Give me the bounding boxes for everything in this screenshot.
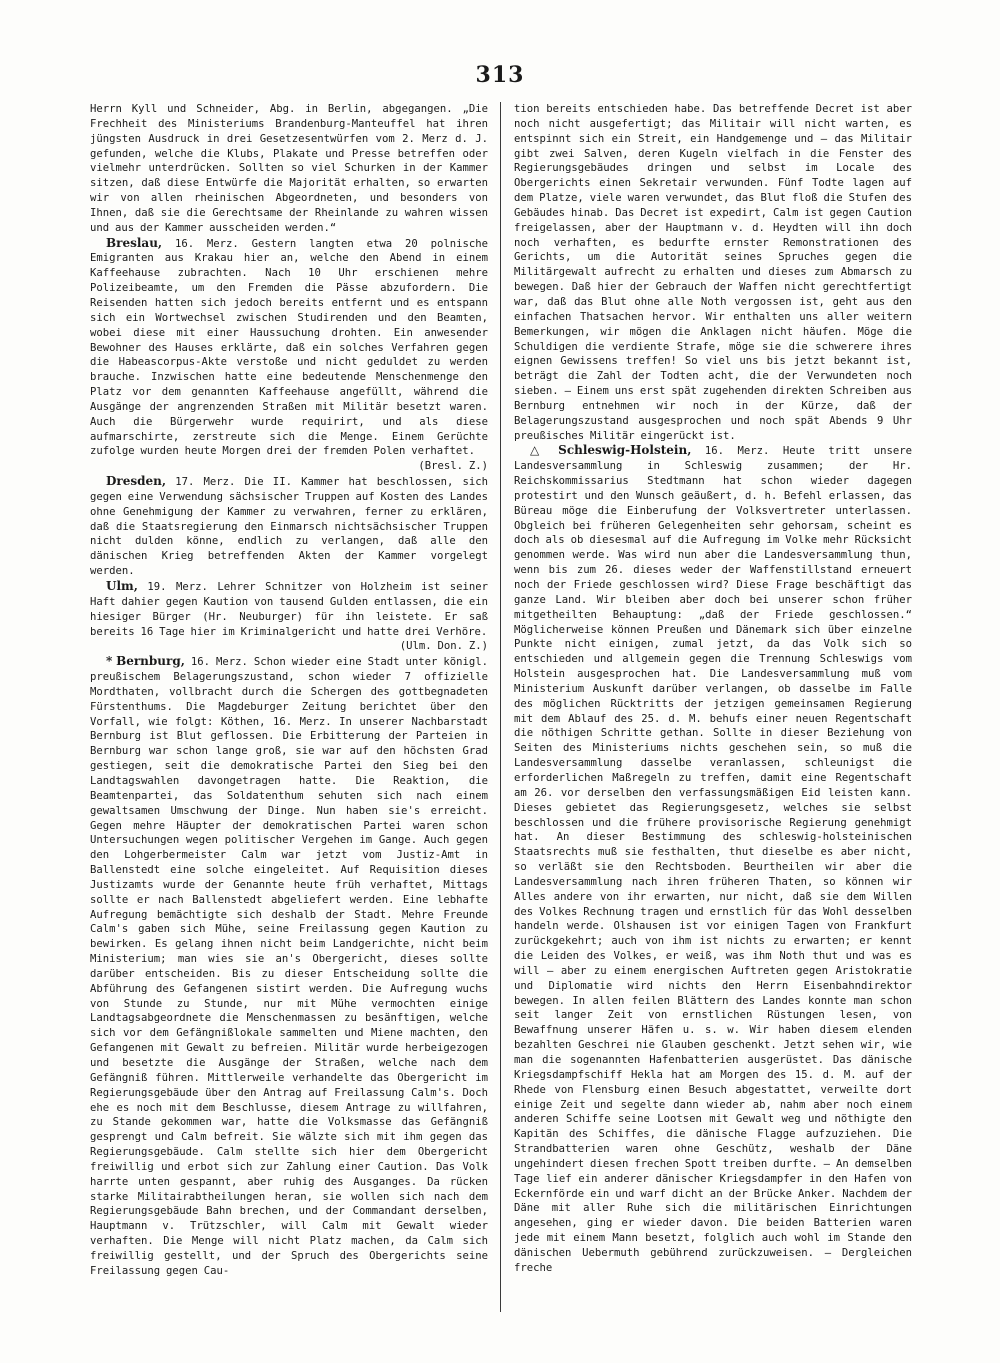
article-dateline: Dresden, xyxy=(106,474,167,489)
article-text: 16. Merz. Heute tritt unsere Landesversammlung in Schleswig zusammen; der Hr. Reichskommissarius Stedtmann hat schon wieder dagegen protestirt und den Wunsch geäußert, d. h. Befehl erlassen, das Büreau möge die Einberufung der Volksvertreter unterlassen. Obgleich bei früheren Gelegenheiten sehr gehorsam, scheint es doch als ob diesesmal auf die Aufregung im Volke mehr Rücksicht genommen werde. Was wird nun aber die Landesversammlung thun, wenn bis zum 26. dieses weder der Waffenstillstand erneuert noch der Friede geschlossen wird? Diese Frage beschäftigt das ganze Land. Wir bleiben aber doch bei unserer schon früher mitgetheilten Behauptung: „daß der Friede geschlossen.“ Möglicherweise können Preußen und Dänemark sich über einzelne Punkte nicht einigen, zumal jetzt, da das Volk sich so entschieden und allgemein gegen die Trennung Schleswigs vom Holstein ausgesprochen hat. Die Landesversammlung muß vom Ministerium Auskunft darüber verlangen, ob dasselbe im Falle des möglichen Rücktritts der jetzigen gemeinsamen Regierung mit dem Ablauf des 25. d. M. behufs einer neuen Regentschaft die nöthigen Schritte gethan. Sollte in dieser Beziehung von Seiten des Ministeriums nichts geschehen sein, so muß die Landesversammlung dasselbe veranlassen, schleunigst die erforderlichen Maßregeln zu treffen, damit eine Regentschaft am 26. vor derselben den verfassungsmäßigen Eid leisten kann. Dieses gebietet das Regierungsgesetz, welches sie selbst beschlossen und die frühere provisorische Regierung genehmigt hat. An dieser Bestimmung des schleswig-holsteinischen Staatsrechts muß sie festhalten, thut dieselbe es aber nicht, so verläßt sie den Rechtsboden. Beurtheilen wir aber die Landesversammlung nach ihren früheren Thaten, so können wir Alles andere von ihr erwarten, nur nicht, daß sie dem Willen des Volkes Rechnung tragen und ernstlich für das Wohl desselben handeln werde. Olshausen ist vor einigen Tagen von Frankfurt zurückgekehrt; auch von ihm ist nichts zu erwarten; er kennt die Leiden des Volkes, er weiß, was ihm Noth thut und was es will — aber zu einem energischen Auftreten gegen Aristokratie und Diplomatie wird nichts den Herrn Eisenbahndirektor bewegen. In allen feilen Blättern des Landes konnte man schon seit langer Zeit von ernstlichen Rüstungen lesen, von Bewaffnung unserer Häfen u. s. w. Wir haben diesem elenden bezahlten Geschrei nie Glauben geschenkt. Jetzt sehen wir, wie man die sogenannten Hafenbatterien ausgerüstet. Das dänische Kriegsdampfschiff Hekla hat am Morgen des 15. d. M. auf der Rhede von Flensburg einen Besuch abgestattet, verweilte dort einige Zeit und segelte dann wieder ab, nahm aber noch einem anderen Schiffe seine Lootsen mit Gewalt weg und nöthigte den Kapitän des Schiffes, die dänische Flagge aufzuziehen. Die Strandbatterien waren ohne Geschütz, weshalb der Däne ungehindert diesen frechen Spott treiben durfte. — An demselben Tage lief ein anderer dänischer Kriegsdampfer in den Hafen von Eckernförde ein und warf dicht an der Brücke Anker. Nachdem der Däne mit aller Ruhe sich die militärischen Einrichtungen angesehen, ging er wieder davon. Die beiden Batterien waren jede mit einem Mann besetzt, folglich auch wohl im Stande den dänischen Uebermuth gebührend zurückzuweisen. — Dergleichen freche xyxy=(514,445,912,1274)
left-column xyxy=(90,102,488,1312)
article-source: (Ulm. Don. Z.) xyxy=(399,640,488,653)
article-paragraph xyxy=(90,579,488,654)
article-continuation xyxy=(90,102,488,236)
article-paragraph xyxy=(90,654,488,1278)
right-column xyxy=(514,102,912,1312)
page-number: 313 xyxy=(475,62,525,88)
article-text: Herrn Kyll und Schneider, Abg. in Berlin, abgegangen. „Die Frechheit des Ministeriums Brandenburg-Manteuffel hat ihren jüngsten Ausdruck in drei Gesetzesentwürfen vom 2. Merz d. J. gefunden, welche die Klubs, Plakate und Presse betreffen oder vielmehr unterdrücken. Sollten so viel Schurken in der Kammer sitzen, daß diese Entwürfe die Majorität erhalten, so erwarten wir von allen rheinischen Abgeordneten, und besonders von Ihnen, daß sie die Gerechtsame der Rheinlande zu wahren wissen und aus der Kammer ausscheiden werden.“ xyxy=(90,103,488,234)
article-continuation xyxy=(514,102,912,443)
article-text: 19. Merz. Lehrer Schnitzer von Holzheim ist seiner Haft dahier gegen Kaution von tausend Gulden entlassen, die ein hiesiger Bürger (Hr. Neuburger) für ihn leistete. Er saß bereits 16 Tage hier im Kriminalgericht und hatte drei Verhöre. xyxy=(90,581,488,638)
article-paragraph xyxy=(90,474,488,579)
article-text: 16. Merz. Gestern langten etwa 20 polnische Emigranten aus Krakau hier an, welche den Abend in einem Kaffeehause zubrachten. Nach 10 Uhr erschienen mehre Polizeibeamte, um den Fremden die Pässe abzufordern. Die Reisenden hatten sich jedoch bereits entfernt und es entspann sich ein Wortwechsel zwischen Studirenden und den Beamten, wobei diese mit einer Haussuchung drohten. Ein anwesender Bewohner des Hauses erklärte, daß ein solches Verfahren gegen die Habeascorpus-Akte verstoße und nicht geduldet zu werden brauche. Inzwischen hatte eine bedeutende Menschenmenge den Platz vor dem genannten Kaffeehause angefüllt, während die Ausgänge der angrenzenden Straßen mit Militär besetzt waren. Auch die Bürgerwehr wurde requirirt, und als diese aufmarschirte, zerstreute sich die Menge. Einem Gerüchte zufolge wurden heute Morgen drei der fremden Polen verhaftet. xyxy=(90,237,488,458)
article-text: tion bereits entschieden habe. Das betreffende Decret ist aber noch nicht ausgefertigt; das Militair will nicht warten, es entspinnt sich ein Streit, ein Handgemenge und — das Militair gibt zwei Salven, deren Kugeln vielfach in die Fenster des Regierungsgebäudes dringen und selbst im Locale des Obergerichts einen Sekretair verwunden. Fünf Todte lagen auf dem Platze, viele waren verwundet, das Blut floß die Stufen des Gebäudes hinab. Das Decret ist expedirt, Calm ist gegen Caution freigelassen, aber der Hauptmann v. d. Heydten will ihn doch noch verhaften, es bedurfte ernster Remonstrationen des Gerichts, um die Autorität seines Spruches gegen die Militärgewalt aufrecht zu erhalten und dieses zum Abmarsch zu bewegen. Daß hier der Gebrauch der Waffen nicht gerechtfertigt war, daß das Blut ohne alle Noth vergossen ist, geht aus den einfachen Thatsachen hervor. Wir enthalten uns aller weitern Bemerkungen, wir mögen die Anklagen nicht häufen. Möge die Schuldigen die verdiente Strafe, möge sie die schwerere ihres eignen Gewissens treffen! So viel uns bis jetzt bekannt ist, beträgt die Zahl der Todten acht, die der Verwundeten noch sieben. — Einem uns erst spät zugehenden direkten Schreiben aus Bernburg entnehmen wir noch in der Kürze, daß der Belagerungszustand ausgesprochen und noch spät Abends 9 Uhr preußisches Militär eingerückt ist. xyxy=(514,103,912,442)
article-text: 17. Merz. Die II. Kammer hat beschlossen, sich gegen eine Verwendung sächsischer Truppen auf Kosten des Landes ohne Genehmigung der Kammer zu verwahren, ferner zu erklären, daß die Staatsregierung den Einmarsch nichtsächsischer Truppen nicht dulden könne, endlich zu verlangen, daß alle den dänischen Krieg betreffenden Akten der Kammer vorgelegt werden. xyxy=(90,476,488,578)
article-dateline: * Bernburg, xyxy=(106,654,185,669)
article-text: 16. Merz. Schon wieder eine Stadt unter königl. preußischem Belagerungszustand, schon wieder 7 offizielle Mordthaten, vollbracht durch die Schergen des gottbegnadeten Fürstenthums. Die Magdeburger Zeitung berichtet über den Vorfall, wie folgt: Köthen, 16. Merz. In unserer Nachbarstadt Bernburg ist Blut geflossen. Die Erbitterung der Parteien in Bernburg war schon lange groß, sie war auf den höchsten Grad gestiegen, seit die demokratische Partei den Sieg bei den Landtagswahlen davongetragen hatte. Die Reaktion, die Beamtenpartei, das Soldatenthum sehuten sich nach einem gewaltsamen Umschwung der Dinge. Nun haben sie's erreicht. Gegen mehre Häupter der demokratischen Partei waren schon Untersuchungen wegen politischer Vergehen im Gange. Auch gegen den Lohgerbermeister Calm war jetzt vom Justiz-Amt in Ballenstedt eine solche eingeleitet. Auf Requisition dieses Justizamts wurde der Genannte heute früh verhaftet, Mittags sollte er nach Ballenstedt abgeliefert werden. Eine lebhafte Aufregung bemächtigte sich deshalb der Stadt. Mehre Freunde Calm's gaben sich Mühe, seine Freilassung gegen Kaution zu bewirken. Es gelang ihnen nicht beim Landgerichte, nicht beim Ministerium; man wies sie an's Obergericht, dieses sollte darüber entscheiden. Bis zu dieser Entscheidung sollte die Abführung des Gefangenen sistirt werden. Die Aufregung wuchs von Stunde zu Stunde, nur mit Mühe vermochten einige Landtagsabgeordnete die Menschenmassen zu besänftigen, welche sich vor dem Gefängnißlokale sammelten und Miene machten, den Gefangenen mit Gewalt zu befreien. Militär wurde herbeigezogen und besetzte die Ausgänge der Straßen, welche nach dem Gefängniß führen. Mittlerweile verhandelte das Obergericht im Regierungsgebäude über den Antrag auf Freilassung Calm's. Doch ehe es noch mit dem Beschlusse, diesem Antrage zu willfahren, zu Stande gekommen war, hatte die Volksmasse das Gefängniß gesprengt und Calm befreit. Sie wälzte sich mit ihm gegen das Regierungsgebäude. Calm stellte sich hier dem Obergericht freiwillig und erbot sich zur Zahlung einer Caution. Das Volk harrte unten gespannt, aber ruhig des Ausganges. Da rücken starke Militairabtheilungen heran, sie wollen sich nach dem Regierungsgebäude Bahn brechen, und der Commandant derselben, Hauptmann v. Trützschler, will Calm mit Gewalt wieder verhaften. Die Menge will nicht Platz machen, da Calm sich freiwillig gestellt, und der Spruch des Obergerichts seine Freilassung gegen Cau- xyxy=(90,656,488,1277)
article-paragraph xyxy=(514,443,912,1275)
article-source: (Bresl. Z.) xyxy=(418,460,488,473)
article-dateline: Ulm, xyxy=(106,579,138,593)
article-dateline: △ Schleswig-Holstein, xyxy=(530,443,692,458)
column-divider xyxy=(500,102,501,1312)
article-dateline: Breslau, xyxy=(106,235,163,250)
article-paragraph xyxy=(90,236,488,475)
